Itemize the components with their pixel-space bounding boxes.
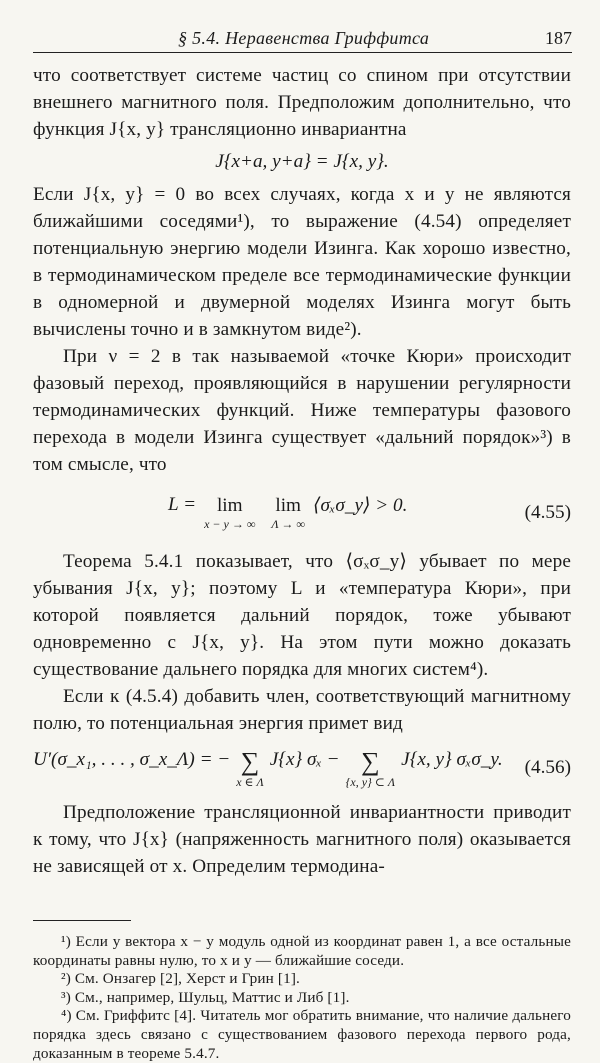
paragraph-5: Если к (4.5.4) добавить член, соответствующий магнитному полю, то потенциальная энергия примет вид bbox=[33, 686, 571, 734]
eq-4-55-lhs: L = bbox=[168, 494, 197, 515]
paragraph-3: При ν = 2 в так называемой «точке Кюри» происходит фазовый переход, проявляющийся в нарушении регулярности термодинамических функций. Ниже температуры фазового перехода в модели Изинга существует «дальний порядок»³) в том смысле, что bbox=[33, 346, 571, 475]
sum-over-pairs bbox=[345, 746, 396, 789]
formula-translation-invariance: J{x+a, y+a} = J{x, y}. bbox=[215, 151, 389, 172]
sum-symbol-2: ∑ bbox=[361, 746, 380, 776]
equation-number-4-55: (4.55) bbox=[524, 502, 571, 523]
limit-lambda bbox=[271, 496, 305, 530]
footnote-2: ²) См. Онзагер [2], Херст и Грин [1]. bbox=[61, 970, 300, 988]
lim-word-2: lim bbox=[275, 494, 301, 516]
eq-4-56-lhs: U′(σ_x₁, . . . , σ_x_Λ) = − bbox=[33, 749, 231, 770]
equation-4-55 bbox=[33, 478, 571, 548]
paragraph-2: Если J{x, y} = 0 во всех случаях, когда x и y не являются ближайшими соседями¹), то выражение (4.54) определяет потенциальную энергию модели Изинга. Как хорошо известно, в термодинамическом пределе все термодинамические функции в одномерной и двумерной моделях Изинга могут быть вычислены точно и в замкнутом виде²). bbox=[33, 184, 571, 340]
section-title: § 5.4. Неравенства Гриффитса bbox=[178, 28, 430, 48]
limit-x-y bbox=[204, 496, 255, 530]
sum-over-x bbox=[236, 746, 264, 789]
sum-symbol-1: ∑ bbox=[240, 746, 260, 776]
eq-4-56-rhs: J{x, y} σₓσ_y. bbox=[401, 749, 503, 770]
lim-subscript-1: x − y → ∞ bbox=[204, 517, 256, 532]
eq-4-55-rhs: ⟨σₓσ_y⟩ > 0. bbox=[312, 495, 408, 516]
sum-subscript-2: {x, y} ⊂ Λ bbox=[345, 774, 396, 789]
equation-4-56 bbox=[33, 737, 571, 799]
footnote-divider bbox=[33, 920, 131, 921]
paragraph-6: Предположение трансляционной инвариантности приводит к тому, что J{x} (напряженность магнитного поля) оказывается не зависящей от x. Определим термодина- bbox=[33, 802, 571, 877]
lim-word-1: lim bbox=[216, 494, 243, 516]
running-header bbox=[33, 28, 572, 53]
footnote-4: ⁴) См. Гриффитс [4]. Читатель мог обратить внимание, что наличие дальнего порядка здесь связано с существованием фазового перехода первого рода, доказанным в теореме 5.4.7. bbox=[33, 1007, 571, 1062]
equation-number-4-56: (4.56) bbox=[524, 757, 571, 778]
footnote-1: ¹) Если у вектора x − y модуль одной из координат равен 1, а все остальные координаты равны нулю, то x и y — ближайшие соседи. bbox=[33, 933, 571, 969]
footnote-3: ³) См., например, Шульц, Маттис и Либ [1]. bbox=[61, 988, 350, 1006]
main-text bbox=[33, 62, 571, 1063]
page-number: 187 bbox=[545, 28, 572, 48]
lim-subscript-2: Λ → ∞ bbox=[271, 517, 305, 532]
paragraph-1: что соответствует системе частиц со спином при отсутствии внешнего магнитного поля. Предположим дополнительно, что функция J{x, y} трансляционно инвариантна bbox=[33, 65, 571, 140]
paragraph-4: Теорема 5.4.1 показывает, что ⟨σₓσ_y⟩ убывает по мере убывания J{x, y}; поэтому L и «температура Кюри», при которой появляется дальний порядок, тоже убывают одновременно с J{x, y}. На этом пути можно доказать существование дальнего порядка для многих систем⁴). bbox=[33, 551, 571, 680]
sum-subscript-1: x ∈ Λ bbox=[236, 774, 264, 789]
footnotes bbox=[33, 933, 571, 1063]
eq-4-56-middle: J{x} σₓ − bbox=[269, 749, 340, 770]
